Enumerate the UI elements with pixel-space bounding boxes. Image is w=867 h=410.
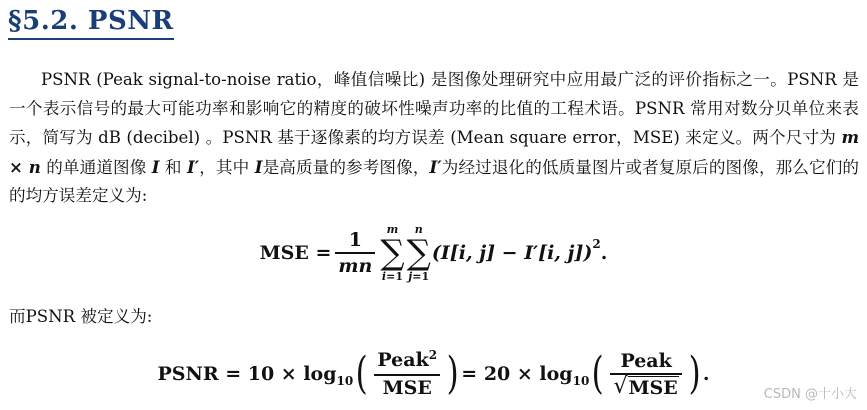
psnr-log-base-1: 10	[336, 374, 354, 388]
psnr-peak-squared: 2	[428, 348, 438, 363]
sum-i-lower	[382, 270, 403, 283]
sum-j-upper: n	[414, 223, 423, 236]
sqrt-radicand: MSE	[628, 376, 678, 399]
psnr-paren-open-1: (	[355, 348, 368, 399]
sum-over-j	[407, 223, 431, 283]
mse-lhs: MSE =	[259, 242, 332, 264]
watermark: CSDN @十小大	[763, 387, 857, 402]
paragraph-text-5: 是高质量的参考图像，	[262, 157, 430, 177]
psnr-fraction-1	[374, 348, 440, 400]
mse-summand: (I[i, j] − I′[i, j])	[431, 242, 593, 264]
sum-i-lower-var: i	[381, 270, 387, 283]
sum-i-upper: m	[386, 223, 399, 236]
mse-fraction-numerator: 1	[348, 229, 362, 252]
sum-over-i	[380, 223, 404, 283]
mse-period: .	[600, 242, 608, 264]
sum-j-lower	[408, 270, 429, 283]
section-heading-text: §5.2. PSNR	[8, 6, 174, 36]
paragraph-text-4: ，其中	[199, 157, 255, 177]
mse-power: 2	[592, 237, 601, 251]
psnr-period: .	[702, 363, 710, 385]
psnr-fraction-1-numerator	[374, 348, 440, 374]
psnr-fraction-2-numerator: Peak	[620, 350, 672, 373]
psnr-fraction-2-denominator	[610, 375, 681, 399]
sqrt-sign: √	[613, 373, 628, 399]
section-heading	[8, 6, 174, 36]
sum-i-lower-rest: =1	[386, 270, 403, 283]
psnr-log-base-2: 10	[572, 374, 590, 388]
psnr-fraction-1-denominator: MSE	[382, 376, 432, 399]
body-paragraph	[9, 66, 859, 211]
psnr-intro-text: 而PSNR 被定义为:	[9, 307, 153, 326]
psnr-peak-1: Peak	[377, 349, 429, 372]
paragraph-text-2: 的单通道图像	[40, 157, 152, 177]
paragraph-text-6: 为经过退化的低质量图片或者复原后的图像，那么它们的的均方误差定义为:	[9, 157, 860, 205]
psnr-fraction-2	[610, 349, 681, 399]
mse-fraction	[335, 228, 375, 278]
paragraph-text-1: PSNR (Peak signal-to-noise ratio，峰值信噪比) 是图像处理研究中应用最广泛的评价指标之一。PSNR 是一个表示信号的最大可能功率和影响它的精度的破坏性噪声功率的比值的工程术语。PSNR 常用对数分贝单位来表示，简写为 dB (decibel) 。PSNR 基于逐像素的均方误差 (Mean square error，MSE) 来定义。两个尺寸为	[9, 70, 859, 147]
sum-j-lower-var: j	[408, 270, 413, 283]
psnr-paren-close-2: )	[688, 348, 701, 399]
psnr-paren-open-2: (	[591, 348, 604, 399]
sum-j-lower-rest: =1	[412, 270, 430, 283]
math-image-I: I	[151, 156, 160, 177]
math-m-times-n: m × n	[9, 127, 859, 177]
heading-underline	[8, 38, 174, 40]
mse-equation	[0, 218, 867, 288]
mse-fraction-denominator: mn	[338, 254, 373, 277]
psnr-mid: = 20 × log	[461, 363, 573, 385]
math-image-I-ref: I	[254, 156, 263, 177]
psnr-lhs: PSNR = 10 × log	[157, 363, 337, 385]
sigma-j: ∑	[406, 233, 431, 273]
math-image-I-prime: I′	[187, 156, 200, 177]
paragraph-text-3: 和	[159, 157, 187, 177]
psnr-paren-close-1: )	[446, 348, 459, 399]
math-image-I-prime-degraded: I′	[429, 156, 442, 177]
sigma-i: ∑	[380, 233, 405, 273]
psnr-equation	[0, 340, 867, 408]
